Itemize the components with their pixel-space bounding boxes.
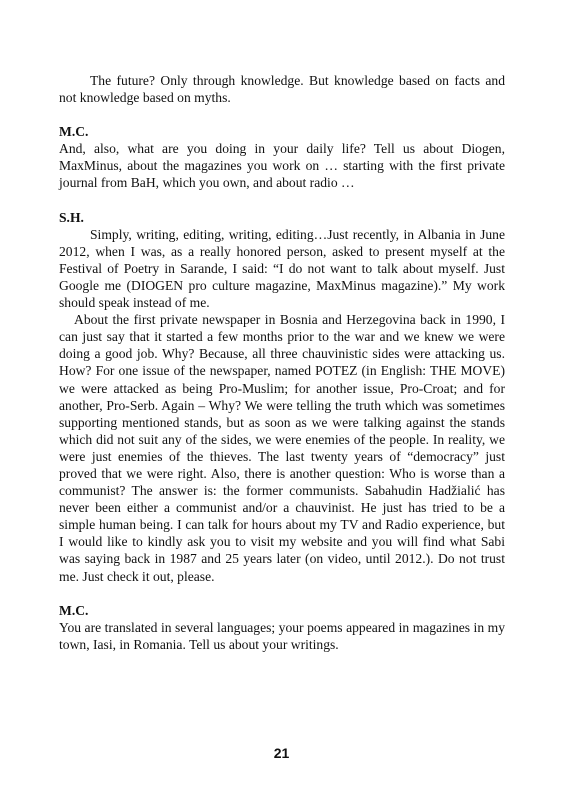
question-daily-life: And, also, what are you doing in your daily life? Tell us about Diogen, MaxMinus, about the magazines you work on … starting with the first private journal from BaH, which you own, and about radio … (59, 141, 505, 191)
question-writings: You are translated in several languages; your poems appeared in magazines in my town, Iasi, in Romania. Tell us about your writings. (59, 619, 505, 652)
answer-writing-editing: Simply, writing, editing, writing, editing…Just recently, in Albania in June 2012, when I was, as a really honored person, asked to present myself at the Festival of Poetry in Sarande, I said: “I do not want to talk about myself. Just Google me (DIOGEN pro culture magazine, MaxMinus magazine).” My work should speak instead of me. (59, 226, 505, 311)
page-number: 21 (273, 745, 290, 761)
speaker-label-sh: S.H. (59, 209, 84, 225)
paragraph-future: The future? Only through knowledge. But knowledge based on facts and not knowledge based on myths. (59, 73, 505, 106)
speaker-label-mc: M.C. (59, 124, 89, 140)
interview-text (59, 72, 505, 653)
answer-first-newspaper: About the first private newspaper in Bosnia and Herzegovina back in 1990, I can just say that it started a few months prior to the war and we knew we were doing a good job. Why? Because, all three chauvinistic sides were attacking us. How? For one issue of the newspaper, named POTEZ (in English: THE MOVE) we were attacked as being Pro-Muslim; for another issue, Pro-Croat; and for another, Pro-Serb. Again – Why? We were telling the truth which was sometimes supporting mentioned stands, but as soon as we were talking against the stands which did not suit any of the sides, we were enemies of the people. In reality, we were just enemies of the thieves. The last twenty years of “democracy” just proved that we were right. Also, there is another question: Who is worse than a communist? The answer is: the former communists. Sabahudin Hadžialić has never been either a communist and/or a chauvinist. He just has tried to be a simple human being. I can talk for hours about my TV and Radio experience, but I would like to kindly ask you to visit my website and you will find what Sabi was saying back in 1987 and 25 years later (on video, until 2012.). Do not trust me. Just check it out, please. (59, 312, 505, 584)
speaker-label-mc-2: M.C. (59, 602, 89, 618)
